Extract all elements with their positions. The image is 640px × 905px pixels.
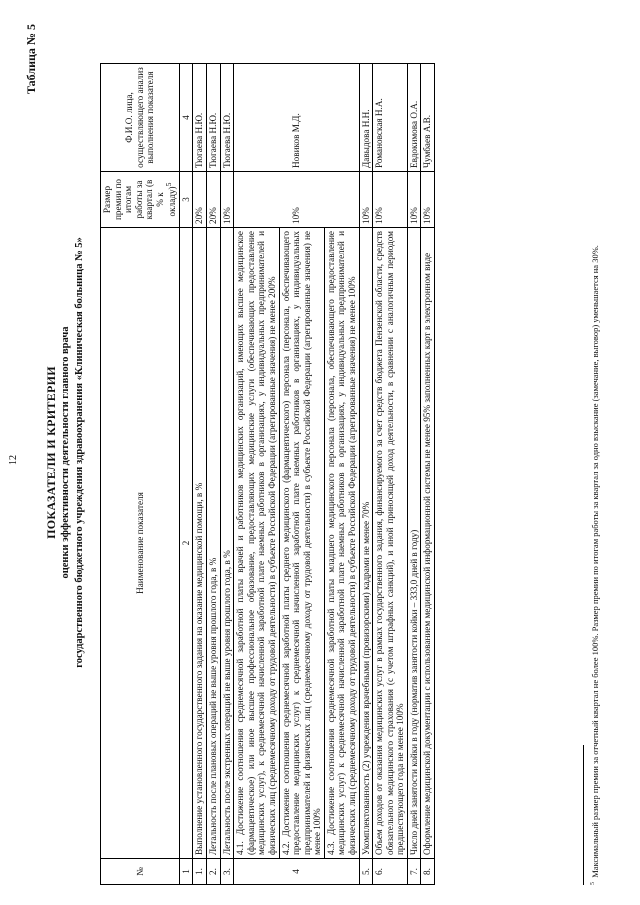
row-number: 7. [407,859,421,885]
row-number: 4 [234,859,359,885]
indicator-name: 4.2. Достижение соотношения среднемесячной заработной платы среднего медицинского (фармацевтического) персонала (персонала, обеспечивающего предоставление медицинских услуг) к среднемесячной начисленной заработной плате наемных работников в организациях, у индивидуальных предпринимателей и физических лиц (среднемесячному доходу от трудовой деятельности) в субъекте Российской Федерации (агрегированные значения) не менее 100% [279,228,324,859]
bonus-size: 10% [234,172,359,228]
header-responsible-person: Ф.И.О. лица, осуществляющего анализ выполнения показателя [101,64,180,172]
document-title: ПОКАЗАТЕЛИ И КРИТЕРИИ [44,366,58,539]
criteria-table [100,63,435,885]
column-number-row [180,64,193,885]
column-number: 3 [180,172,193,228]
bonus-size: 20% [207,172,221,228]
document-subtitle: оценки эффективности деятельности главного врача [60,326,71,579]
indicator-name: Укомплектованность (2) учреждения врачебными (провизорскими) кадрами не менее 70% [359,228,373,859]
bonus-size: 10% [421,172,435,228]
table-header-row [101,64,180,885]
indicator-name: Летальность после экстренных операций не выше уровня прошлого года, в % [220,228,234,859]
column-number: 4 [180,64,193,172]
table-row [207,64,221,885]
responsible-person: Романовская Н.А. [373,64,408,172]
indicator-name: Выполнение установленного государственного задания на оказание медицинской помощи, в % [193,228,207,859]
footnote-separator [583,745,584,885]
row-number: 5. [359,859,373,885]
table-row [407,64,421,885]
header-bonus-size: Размер премии по итогам работы за квартал (в % к окладу)$^5$ [101,172,180,228]
responsible-person: Чумбаев А.В. [421,64,435,172]
header-number: № [101,859,180,885]
indicator-name: Объем доходов от оказания медицинских услуг в рамках государственного задания, финансируемого за счет средств бюджета Пензенской области, средств обязательного медицинского страхования (с учетом штрафных санкций), и иной приносящей доход деятельности, в сравнении с аналогичным периодом предшествующего года не менее 100% [373,228,408,859]
indicator-name: Оформление медицинской документации с использованием медицинской информационной системы не менее 95% заполненных карт в электронном виде [421,228,435,859]
table-row [359,64,373,885]
row-number: 3. [220,859,234,885]
institution-name: государственного бюджетного учреждения здравоохранения «Клиническая больница № 5» [74,237,85,668]
indicator-name: 4.1. Достижение соотношения среднемесячной заработной платы врачей и работников медицинских организаций, имеющих высшее медицинское (фармацевтическое) или иное высшее профессиональное образование, предоставляющих медицинские услуги (обеспечивающих предоставление медицинских услуг), к среднемесячной начисленной заработной плате наемных работников в организациях, у индивидуальных предпринимателей и физических лиц (среднемесячному доходу от трудовой деятельности) в субъекте Российской Федерации (агрегированные значения) не менее 200% [234,228,279,859]
row-number: 2. [207,859,221,885]
footnote-ref: 5 [164,182,174,187]
row-number: 1. [193,859,207,885]
header-indicator-name: Наименование показателя [101,228,180,859]
column-number: 1 [180,859,193,885]
responsible-person: Давыдова Н.Н. [359,64,373,172]
table-row [234,64,279,885]
bonus-size: 10% [220,172,234,228]
responsible-person: Евдокимова О.А. [407,64,421,172]
column-number: 2 [180,228,193,859]
table-row [373,64,408,885]
footnote [590,245,600,885]
row-number: 6. [373,859,408,885]
table-number: Таблица № 5 [24,24,38,95]
responsible-person: Тюгаева Н.Ю. [193,64,207,172]
indicator-name: Летальность после плановых операций не выше уровня прошлого года, в % [207,228,221,859]
footnote-text: Максимальный размер премии за отчетный квартал не более 100%. Размер премии по итогам работы за квартал за одно взыскание (замечание, выговор) уменьшается на 30%. [590,245,600,878]
bonus-size: 10% [359,172,373,228]
indicator-name: 4.3. Достижение соотношения среднемесячной заработной платы младшего медицинского персонала (персонала, обеспечивающего предоставление медицинских услуг) к среднемесячной начисленной заработной плате наемных работников в организациях, у индивидуальных предпринимателей и физических лиц (среднемесячному доходу от трудовой деятельности) в субъекте Российской Федерации (агрегированные значения) не менее 100% [324,228,359,859]
bonus-size: 10% [373,172,408,228]
responsible-person: Тюгаева Н.Ю. [207,64,221,172]
bonus-size: 20% [193,172,207,228]
indicator-name: Число дней занятости койки в году (норматив занятости койки – 333,0 дней в году) [407,228,421,859]
row-number: 8. [421,859,435,885]
responsible-person: Тюгаева Н.Ю. [220,64,234,172]
bonus-size: 10% [407,172,421,228]
page-number: 12 [8,455,19,465]
table-row [220,64,234,885]
table-row [421,64,435,885]
footnote-mark: 5 [590,882,597,885]
responsible-person: Новиков М.Д. [234,64,359,172]
table-row [193,64,207,885]
